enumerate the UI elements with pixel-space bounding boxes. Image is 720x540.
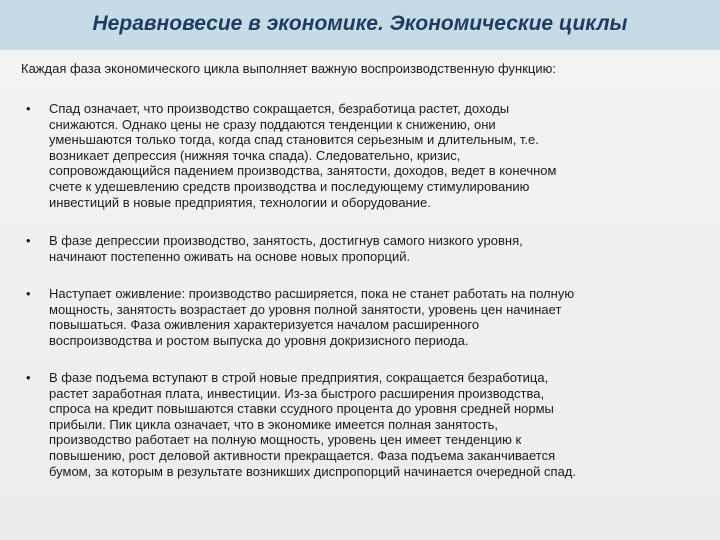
bullet-line: Наступает оживление: производство расширяется, пока не станет работать на полную	[49, 286, 575, 301]
bullet-text	[49, 286, 704, 348]
bullet-line: начинают постепенно оживать на основе новых пропорций.	[49, 248, 411, 264]
bullet-marker: •	[26, 101, 31, 116]
bullet-line: прибыли. Пик цикла означает, что в экономике имеется полная занятость,	[49, 416, 498, 432]
bullet-line: сопровождающийся падением производства, занятости, доходов, ведет в конечном	[49, 163, 557, 179]
bullet-line: Спад означает, что производство сокращается, безработица растет, доходы	[49, 101, 510, 116]
intro-text: Каждая фаза экономического цикла выполняет важную воспроизводственную функцию:	[21, 61, 556, 76]
bullet-line: снижаются. Однако цены не сразу поддаются тенденции к снижению, они	[49, 116, 496, 132]
bullet-line: спроса на кредит повышаются ставки ссудного процента до уровня средней нормы	[49, 401, 554, 417]
bullet-line: растет заработная плата, инвестиции. Из-за быстрого расширения производства,	[49, 385, 545, 401]
bullet-marker: •	[26, 370, 31, 385]
bullet-line: В фазе подъема вступают в строй новые предприятия, сокращается безработица,	[49, 370, 549, 385]
bullet-line: производство работает на полную мощность, уровень цен имеет тенденцию к	[49, 432, 522, 448]
bullet-text	[49, 233, 704, 264]
bullet-marker: •	[26, 233, 31, 248]
bullet-line: инвестиций в новые предприятия, технологии и оборудование.	[49, 194, 431, 210]
bullet-line: мощность, занятость возрастает до уровня полной занятости, уровень цен начинает	[49, 301, 562, 317]
bullet-text	[49, 370, 704, 479]
bullet-line: повышению, рост деловой активности прекращается. Фаза подъема заканчивается	[49, 447, 556, 463]
slide-title: Неравновесие в экономике. Экономические циклы	[92, 12, 628, 35]
bullet-line: уменьшаются только тогда, когда спад становится серьезным и длительным, т.е.	[49, 132, 539, 148]
title-bar	[0, 0, 720, 50]
bullet-line: возникает депрессия (нижняя точка спада). Следовательно, кризис,	[49, 147, 461, 163]
bullet-marker: •	[26, 286, 31, 301]
bullet-line: счете к удешевлению средств производства и последующему стимулированию	[49, 178, 530, 194]
bullet-text	[49, 101, 704, 210]
bullet-line: воспроизводства и ростом выпуска до уровня докризисного периода.	[49, 332, 469, 348]
bullet-line: В фазе депрессии производство, занятость, достигнув самого низкого уровня,	[49, 233, 523, 248]
bullet-line: повышаться. Фаза оживления характеризуется началом расширенного	[49, 317, 480, 333]
bullet-line: бумом, за которым в результате возникших диспропорций начинается очередной спад.	[49, 463, 576, 479]
